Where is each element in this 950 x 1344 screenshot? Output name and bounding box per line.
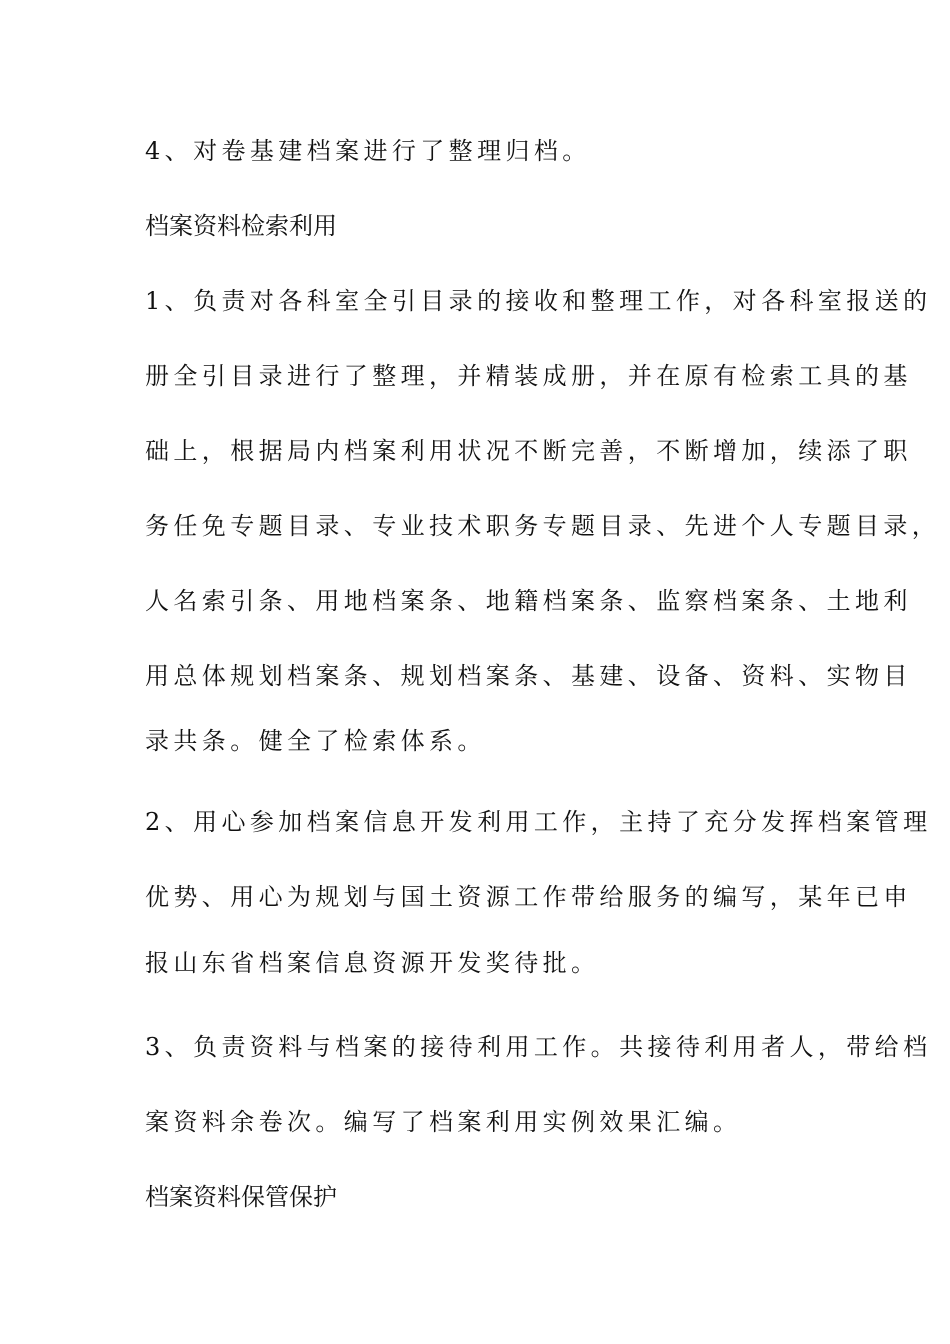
paragraph-line: 务任免专题目录、专业技术职务专题目录、先进个人专题目录， [145, 512, 941, 540]
paragraph-line: 册全引目录进行了整理，并精装成册，并在原有检索工具的基 [145, 362, 912, 390]
paragraph-line: 4、对卷基建档案进行了整理归档。 [145, 137, 591, 165]
paragraph-line: 报山东省档案信息资源开发奖待批。 [145, 949, 600, 977]
paragraph-line: 优势、用心为规划与国土资源工作带给服务的编写，某年已申 [145, 883, 912, 911]
paragraph-line: 录共条。健全了检索体系。 [145, 727, 486, 755]
section-heading: 档案资料检索利用 [145, 212, 337, 240]
paragraph-line: 用总体规划档案条、规划档案条、基建、设备、资料、实物目 [145, 662, 912, 690]
paragraph-line: 案资料余卷次。编写了档案利用实例效果汇编。 [145, 1108, 742, 1136]
paragraph-line: 2、用心参加档案信息开发利用工作，主持了充分发挥档案管理 [145, 808, 932, 836]
paragraph-line: 人名索引条、用地档案条、地籍档案条、监察档案条、土地利 [145, 587, 912, 615]
section-heading: 档案资料保管保护 [145, 1183, 337, 1211]
paragraph-line: 础上，根据局内档案利用状况不断完善，不断增加，续添了职 [145, 437, 912, 465]
paragraph-line: 3、负责资料与档案的接待利用工作。共接待利用者人，带给档 [145, 1033, 932, 1061]
paragraph-line: 1、负责对各科室全引目录的接收和整理工作，对各科室报送的 [145, 287, 932, 315]
